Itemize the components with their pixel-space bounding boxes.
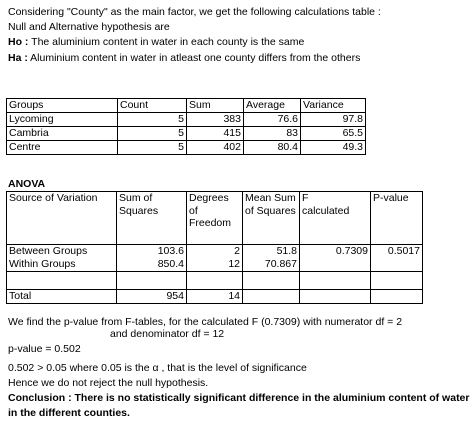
- conclusion-line-1: We find the p-value from F-tables, for the calculated F (0.7309) with numerator df = 2: [8, 316, 403, 328]
- col-df-header: [187, 192, 243, 245]
- f-cell: [300, 258, 371, 272]
- count-cell: 5: [118, 113, 187, 127]
- p-header-text: P-value: [373, 192, 409, 204]
- col-sum-header: Sum: [187, 99, 244, 113]
- ss-header-line-1: Sum of: [119, 192, 153, 204]
- h0-label: Ho :: [8, 36, 29, 48]
- ha-text: Aluminium content in water in atleast one county differs from the others: [27, 52, 361, 64]
- conclusion-statement: Conclusion : There is no statistically significant difference in the aluminium content of water: [8, 392, 470, 404]
- ms-cell: 51.8: [243, 245, 300, 259]
- table-row: [7, 290, 423, 304]
- source-header-text: Source of Variation: [9, 192, 98, 204]
- spacer-cell: [117, 272, 187, 290]
- f-cell: [300, 290, 371, 304]
- col-groups-header: Groups: [7, 99, 118, 113]
- sum-cell: 415: [187, 127, 244, 141]
- table-row: [7, 245, 423, 259]
- f-header-line-2: calculated: [302, 204, 350, 217]
- p-value-line: p-value = 0.502: [8, 343, 81, 355]
- df-cell: 12: [187, 258, 243, 272]
- anova-table: [6, 191, 423, 304]
- anova-title: ANOVA: [8, 178, 46, 190]
- null-hypothesis: [8, 36, 304, 49]
- ss-cell: 103.6: [117, 245, 187, 259]
- h0-text: The aluminium content in water in each county is the same: [28, 36, 305, 48]
- col-f-header: [300, 192, 371, 245]
- df-cell: 14: [187, 290, 243, 304]
- group-name: Cambria: [7, 127, 118, 141]
- group-name: Lycoming: [7, 113, 118, 127]
- df-header-line-3: Freedom: [189, 217, 232, 229]
- p-cell: [371, 258, 423, 272]
- ms-cell: 70.867: [243, 258, 300, 272]
- source-cell: Total: [7, 290, 117, 304]
- variance-cell: 49.3: [301, 141, 366, 155]
- col-source-header: [7, 192, 117, 245]
- intro-line-2: Null and Alternative hypothesis are: [8, 21, 170, 33]
- df-header-line-2: of: [189, 204, 198, 217]
- ha-label: Ha :: [8, 52, 28, 64]
- ss-cell: 954: [117, 290, 187, 304]
- ms-header-line-1: Mean Sum: [245, 192, 296, 204]
- count-cell: 5: [118, 127, 187, 141]
- df-header-line-1: Degrees: [189, 192, 229, 204]
- col-p-header: [371, 192, 423, 245]
- spacer-cell: [7, 272, 117, 290]
- col-ms-header: [243, 192, 300, 245]
- col-variance-header: Variance: [301, 99, 366, 113]
- group-name: Centre: [7, 141, 118, 155]
- spacer-cell: [300, 272, 371, 290]
- spacer-cell: [243, 272, 300, 290]
- col-count-header: Count: [118, 99, 187, 113]
- comparison-line: 0.502 > 0.05 where 0.05 is the α , that is the level of significance: [8, 362, 307, 374]
- intro-line-1: Considering "County" as the main factor, we get the following calculations table :: [8, 6, 381, 18]
- average-cell: 76.6: [244, 113, 301, 127]
- ss-header-line-2: Squares: [119, 204, 159, 217]
- alt-hypothesis: [8, 52, 360, 65]
- col-ss-header: [117, 192, 187, 245]
- table-row: [7, 141, 366, 155]
- source-cell: Between Groups: [7, 245, 117, 259]
- conclusion-line-2: and denominator df = 12: [110, 328, 225, 340]
- sum-cell: 383: [187, 113, 244, 127]
- f-cell: 0.7309: [300, 245, 371, 259]
- table-row: [7, 258, 423, 272]
- p-cell: 0.5017: [371, 245, 423, 259]
- conclusion-statement-cont: in the different counties.: [8, 407, 130, 419]
- anova-header-row: [7, 192, 423, 245]
- table-row: [7, 127, 366, 141]
- count-cell: 5: [118, 141, 187, 155]
- table-row: [7, 113, 366, 127]
- average-cell: 83: [244, 127, 301, 141]
- ms-cell: [243, 290, 300, 304]
- sum-cell: 402: [187, 141, 244, 155]
- variance-cell: 97.8: [301, 113, 366, 127]
- source-cell: Within Groups: [7, 258, 117, 272]
- spacer-cell: [187, 272, 243, 290]
- col-average-header: Average: [244, 99, 301, 113]
- f-header-line-1: F: [302, 192, 309, 204]
- summary-table: [6, 98, 366, 155]
- decision-line: Hence we do not reject the null hypothesis.: [8, 377, 209, 389]
- ms-header-line-2: of Squares: [245, 204, 296, 217]
- ss-cell: 850.4: [117, 258, 187, 272]
- spacer-cell: [371, 272, 423, 290]
- p-cell: [371, 290, 423, 304]
- spacer-row: [7, 272, 423, 290]
- df-cell: 2: [187, 245, 243, 259]
- summary-header-row: [7, 99, 366, 113]
- average-cell: 80.4: [244, 141, 301, 155]
- variance-cell: 65.5: [301, 127, 366, 141]
